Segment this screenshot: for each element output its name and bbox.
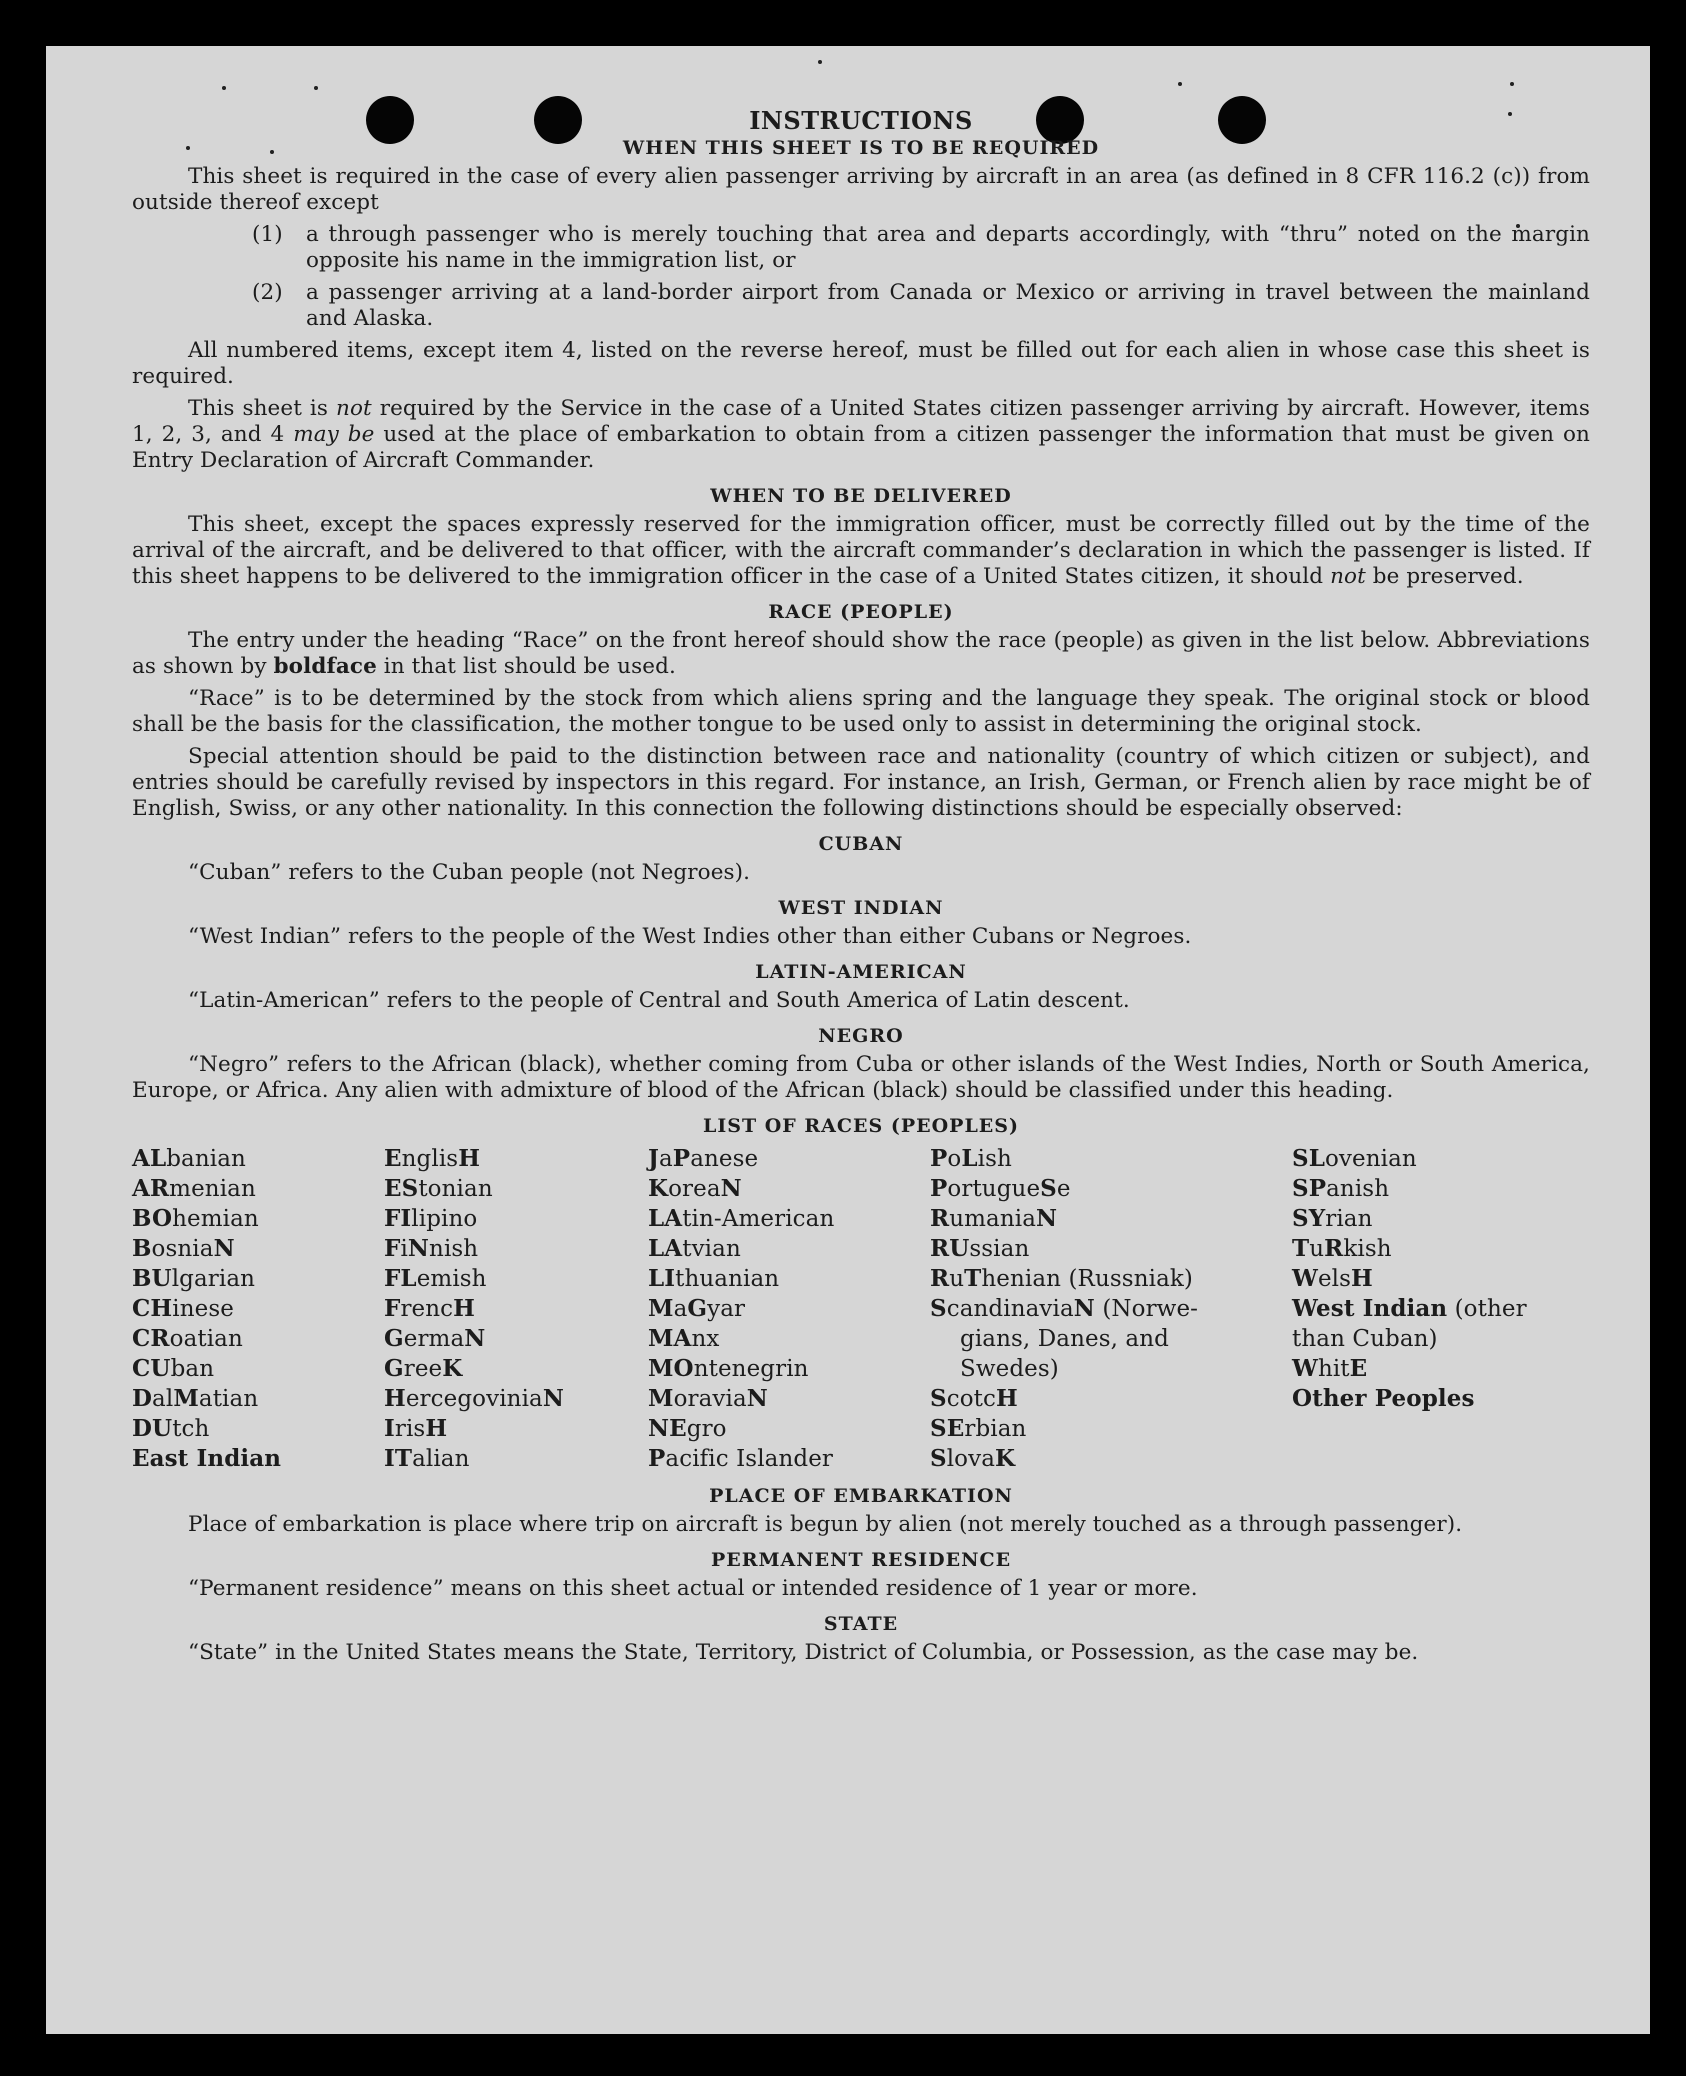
race-text: anese [690,1146,759,1172]
race-abbreviation: BU [132,1265,172,1292]
race-abbreviation: I [384,1415,395,1442]
race-abbreviation: J [648,1145,659,1172]
race-abbreviation: E [384,1145,402,1172]
item-text: a through passenger who is merely touching that area and departs accordingly, with “thru” noted on the margin opposite his name in the immigration list, or [306,222,1590,273]
race-entry [1292,1324,1590,1354]
race-entry [384,1414,648,1444]
race-text: hemian [172,1206,259,1232]
paragraph [132,396,1590,474]
race-abbreviation: W [1292,1355,1318,1382]
race-abbreviation: E [1349,1355,1368,1382]
race-text: oatian [169,1326,243,1352]
race-text: banian [166,1146,246,1172]
race-entry [648,1234,930,1264]
race-abbreviation: M [648,1385,674,1412]
race-text: oravia [673,1386,747,1412]
race-text: than Cuban) [1292,1326,1438,1352]
race-text: kish [1343,1236,1392,1262]
race-text: hit [1317,1356,1350,1382]
race-entry [384,1174,648,1204]
race-abbreviation: G [384,1355,404,1382]
race-abbreviation: FL [384,1265,417,1292]
race-entry [132,1324,384,1354]
race-text: ssian [969,1236,1030,1262]
paragraph: “Cuban” refers to the Cuban people (not Negroes). [188,860,751,885]
race-text: cotc [946,1386,996,1412]
race-entry [384,1294,648,1324]
text: This sheet is [188,396,337,421]
race-abbreviation: R [1324,1235,1344,1262]
race-entry [1292,1234,1590,1264]
race-entry [132,1234,384,1264]
paragraph: All numbered items, except item 4, listed on the reverse hereof, must be filled out for each alien in whose case this sheet is required. [132,338,1590,389]
race-text: emish [416,1266,487,1292]
race-entry [648,1264,930,1294]
race-text: u [1309,1236,1325,1262]
heading-state: STATE [823,1613,899,1635]
race-entry [384,1234,648,1264]
race-abbreviation: H [453,1295,475,1322]
race-abbreviation: SE [930,1415,965,1442]
race-text: acific Islander [665,1446,834,1472]
race-text: gro [686,1416,727,1442]
race-entry [1292,1294,1590,1324]
race-entry [648,1384,930,1414]
race-text: gians, Danes, and [960,1326,1169,1352]
race-text: ercegovinia [405,1386,543,1412]
race-entry [648,1354,930,1384]
race-entry [132,1204,384,1234]
item-number: (1) [252,222,283,247]
race-abbreviation: M [173,1385,199,1412]
race-text: a [673,1296,688,1322]
race-text: yar [707,1296,746,1322]
race-abbreviation: CH [132,1295,173,1322]
heading-negro: NEGRO [818,1025,904,1047]
race-abbreviation: L [648,1235,665,1262]
race-abbreviation: T [1292,1235,1310,1262]
race-text: Swedes) [960,1356,1059,1382]
speck [818,60,822,64]
speck [1178,82,1182,86]
heading-when-required: WHEN THIS SHEET IS TO BE REQUIRED [622,137,1100,159]
race-text: orea [668,1176,721,1202]
race-text: nglis [401,1146,459,1172]
race-abbreviation: H [384,1385,406,1412]
race-abbreviation: West Indian [1292,1295,1448,1322]
race-text: i [400,1236,408,1262]
paragraph: This sheet is required in the case of every alien passenger arriving by aircraft in an area (as defined in 8 CFR 116.2 (c)) from outside thereof except [132,164,1590,215]
race-abbreviation: B [132,1235,152,1262]
race-abbreviation: MO [648,1355,694,1382]
race-entry [648,1144,930,1174]
race-text: nish [429,1236,479,1262]
race-abbreviation: BO [132,1205,173,1232]
race-entry [930,1264,1292,1294]
race-entry [384,1384,648,1414]
race-text: ntenegrin [693,1356,809,1382]
race-entry [384,1264,648,1294]
text: The entry under the heading “Race” on the front hereof should show the race (people) as given in the list below. Abbreviations as shown by [132,628,1590,679]
race-text: o [947,1146,962,1172]
race-abbreviation: N [1073,1295,1095,1322]
race-entry [930,1174,1292,1204]
text: in that list should be used. [376,654,676,679]
race-entry [930,1144,1292,1174]
race-entry [930,1294,1292,1324]
race-abbreviation: FI [384,1205,412,1232]
race-text: tin-American [682,1206,835,1232]
race-text: ish [977,1146,1012,1172]
italic-text: not [1330,564,1366,589]
race-text: al [152,1386,174,1412]
heading-west-indian: WEST INDIAN [778,897,944,919]
race-text: lipino [411,1206,478,1232]
race-abbreviation: LA [648,1205,683,1232]
race-entry [930,1414,1292,1444]
race-entry [1292,1264,1590,1294]
heading-when-delivered: WHEN TO BE DELIVERED [710,485,1012,507]
race-abbreviation: CU [132,1355,171,1382]
race-abbreviation: S [930,1445,947,1472]
race-text: osnia [151,1236,214,1262]
race-entry [384,1204,648,1234]
heading-latin-american: LATIN-AMERICAN [755,961,967,983]
race-abbreviation: W [1292,1265,1318,1292]
race-entry [132,1384,384,1414]
race-abbreviation: P [930,1175,948,1202]
race-text: ovenian [1324,1146,1417,1172]
races-column-5 [1292,1144,1590,1474]
paragraph: “Race” is to be determined by the stock from which aliens spring and the language they speak. The original stock or blood shall be the basis for the classification, the mother tongue to be used only to assist in determining the original stock. [132,686,1590,737]
text: used at the place of embarkation to obtain from a citizen passenger the information that must be given on Entry Declaration of Aircraft Commander. [132,422,1590,473]
paragraph: “Negro” refers to the African (black), whether coming from Cuba or other islands of the West Indies, North or South America, Europe, or Africa. Any alien with admixture of blood of the African (black) should be classified under this heading. [132,1052,1590,1103]
race-text: ris [394,1416,426,1442]
race-abbreviation: MA [648,1325,692,1352]
exception-item-2 [132,280,1590,332]
race-entry [930,1234,1292,1264]
race-text: henian (Russniak) [981,1266,1193,1292]
race-entry [930,1204,1292,1234]
race-abbreviation: K [995,1445,1016,1472]
race-entry [1292,1144,1590,1174]
race-abbreviation: H [425,1415,448,1442]
race-entry [648,1324,930,1354]
race-abbreviation: East Indian [132,1445,282,1472]
race-entry [648,1294,930,1324]
race-abbreviation: SY [1292,1205,1326,1232]
race-abbreviation: DU [132,1415,173,1442]
exception-item-1 [132,222,1590,274]
race-entry [1292,1384,1590,1414]
instructions-content [132,106,1590,1672]
race-abbreviation: IT [384,1445,413,1472]
heading-place-of-embarkation: PLACE OF EMBARKATION [709,1485,1013,1507]
paragraph [132,628,1590,680]
race-text: lova [946,1446,996,1472]
paragraph: “West Indian” refers to the people of the West Indies other than either Cubans or Negroes. [188,924,1192,949]
race-abbreviation: H [995,1385,1018,1412]
race-text: erma [403,1326,465,1352]
race-abbreviation: N [746,1385,768,1412]
race-text: rbian [964,1416,1027,1442]
race-text: ree [403,1356,443,1382]
race-text: candinavia [946,1296,1074,1322]
race-text: ban [170,1356,215,1382]
races-column-4 [930,1144,1292,1474]
paragraph: Place of embarkation is place where trip on aircraft is begun by alien (not merely touched as a through passenger). [188,1512,1463,1537]
race-text: tch [172,1416,210,1442]
race-abbreviation: H [1351,1265,1373,1292]
paragraph: “State” in the United States means the State, Territory, District of Columbia, or Possession, as the case may be. [188,1640,1419,1665]
paragraph: Special attention should be paid to the distinction between race and nationality (country of which citizen or subject), and entries should be carefully revised by inspectors in this regard. For instance, an Irish, German, or French alien by race might be of English, Swiss, or any other nationality. In this connection the following distinctions should be especially observed: [132,744,1590,821]
race-entry [930,1384,1292,1414]
race-text: tvian [682,1236,741,1262]
race-abbreviation: T [964,1265,982,1292]
race-text: menian [169,1176,256,1202]
race-text: a [658,1146,673,1172]
race-text: (Norwe- [1094,1296,1199,1322]
paragraph: “Latin-American” refers to the people of Central and South America of Latin descent. [188,988,1130,1013]
item-text: a passenger arriving at a land-border airport from Canada or Mexico or arriving in travel between the mainland and Alaska. [306,280,1590,331]
race-abbreviation: M [648,1295,674,1322]
race-abbreviation: R [930,1265,950,1292]
race-abbreviation: G [687,1295,708,1322]
italic-text: not [336,396,372,421]
heading-permanent-residence: PERMANENT RESIDENCE [710,1549,1012,1571]
paragraph: “Permanent residence” means on this sheet actual or intended residence of 1 year or more. [188,1576,1198,1601]
race-abbreviation: D [132,1385,153,1412]
race-entry [132,1144,384,1174]
race-entry [930,1354,1292,1384]
race-abbreviation: S [1040,1175,1057,1202]
race-text: nx [691,1326,720,1352]
race-entry [930,1444,1292,1474]
race-text: rian [1325,1206,1373,1232]
race-abbreviation: Other Peoples [1292,1385,1475,1412]
heading-cuban: CUBAN [818,833,904,855]
race-abbreviation: P [672,1145,691,1172]
race-abbreviation: K [442,1355,463,1382]
speck [314,86,318,90]
races-column-3 [648,1144,930,1474]
race-abbreviation: P [648,1445,666,1472]
race-entry [648,1444,930,1474]
race-text: thuanian [675,1266,780,1292]
race-entry [132,1174,384,1204]
race-abbreviation: ES [384,1175,419,1202]
race-abbreviation: S [930,1385,947,1412]
race-entry [1292,1204,1590,1234]
race-abbreviation: SP [1292,1175,1327,1202]
race-abbreviation: NE [648,1415,687,1442]
heading-list-of-races: LIST OF RACES (PEOPLES) [703,1115,1019,1137]
race-text: ortugue [947,1176,1041,1202]
race-text: alian [412,1446,470,1472]
race-text: renc [400,1296,454,1322]
race-abbreviation: A [664,1235,683,1262]
race-abbreviation: RU [930,1235,970,1262]
race-abbreviation: N [542,1385,564,1412]
races-column-2 [384,1144,648,1474]
item-number: (2) [252,280,283,305]
race-abbreviation: AR [132,1175,170,1202]
race-entry [132,1444,384,1474]
races-list [132,1144,1590,1474]
race-abbreviation: SL [1292,1145,1325,1172]
race-text: inese [172,1296,234,1322]
race-abbreviation: N [407,1235,430,1262]
race-abbreviation: N [1036,1205,1058,1232]
race-text: lgarian [171,1266,256,1292]
race-abbreviation: F [384,1235,401,1262]
race-abbreviation: N [464,1325,486,1352]
page-title: INSTRUCTIONS [749,106,973,135]
race-entry [1292,1354,1590,1384]
race-entry [1292,1174,1590,1204]
race-text: tonian [418,1176,493,1202]
text: required by the Service in the case of a United States citizen passenger arriving by aircraft. However, items 1, 2, 3, and 4 [132,396,1590,447]
race-entry [384,1324,648,1354]
race-abbreviation: S [930,1295,947,1322]
race-text: u [949,1266,965,1292]
race-entry [132,1414,384,1444]
race-abbreviation: G [384,1325,404,1352]
race-abbreviation: K [648,1175,669,1202]
race-text: umania [949,1206,1037,1232]
document-page [46,46,1650,2034]
race-text: anish [1326,1176,1390,1202]
race-abbreviation: CR [132,1325,170,1352]
race-abbreviation: F [384,1295,401,1322]
race-abbreviation: H [458,1145,481,1172]
race-abbreviation: N [720,1175,742,1202]
race-abbreviation: N [213,1235,235,1262]
race-text: atian [198,1386,259,1412]
race-entry [648,1204,930,1234]
bold-text: boldface [273,654,377,679]
speck [1510,82,1514,86]
speck [222,86,226,90]
race-text: (other [1447,1296,1527,1322]
race-abbreviation: R [930,1205,950,1232]
race-entry [930,1324,1292,1354]
races-column-1 [132,1144,384,1474]
race-entry [384,1354,648,1384]
race-abbreviation: AL [132,1145,167,1172]
race-text: els [1317,1266,1352,1292]
race-entry [648,1414,930,1444]
race-text: e [1056,1176,1071,1202]
race-entry [648,1174,930,1204]
text: This sheet, except the spaces expressly reserved for the immigration officer, must be correctly filled out by the time of the arrival of the aircraft, and be delivered to that officer, with the aircraft commander’s declaration in which the passenger is listed. If this sheet happens to be delivered to the immigration officer in the case of a United States citizen, it should [132,512,1590,589]
paragraph [132,512,1590,590]
italic-text: may be [293,422,375,447]
text: be preserved. [1365,564,1524,589]
race-entry [132,1294,384,1324]
race-entry [384,1444,648,1474]
race-entry [132,1264,384,1294]
race-abbreviation: L [961,1145,978,1172]
heading-race: RACE (PEOPLE) [768,601,954,623]
race-abbreviation: P [930,1145,948,1172]
race-entry [384,1144,648,1174]
race-entry [132,1354,384,1384]
race-abbreviation: LI [648,1265,676,1292]
